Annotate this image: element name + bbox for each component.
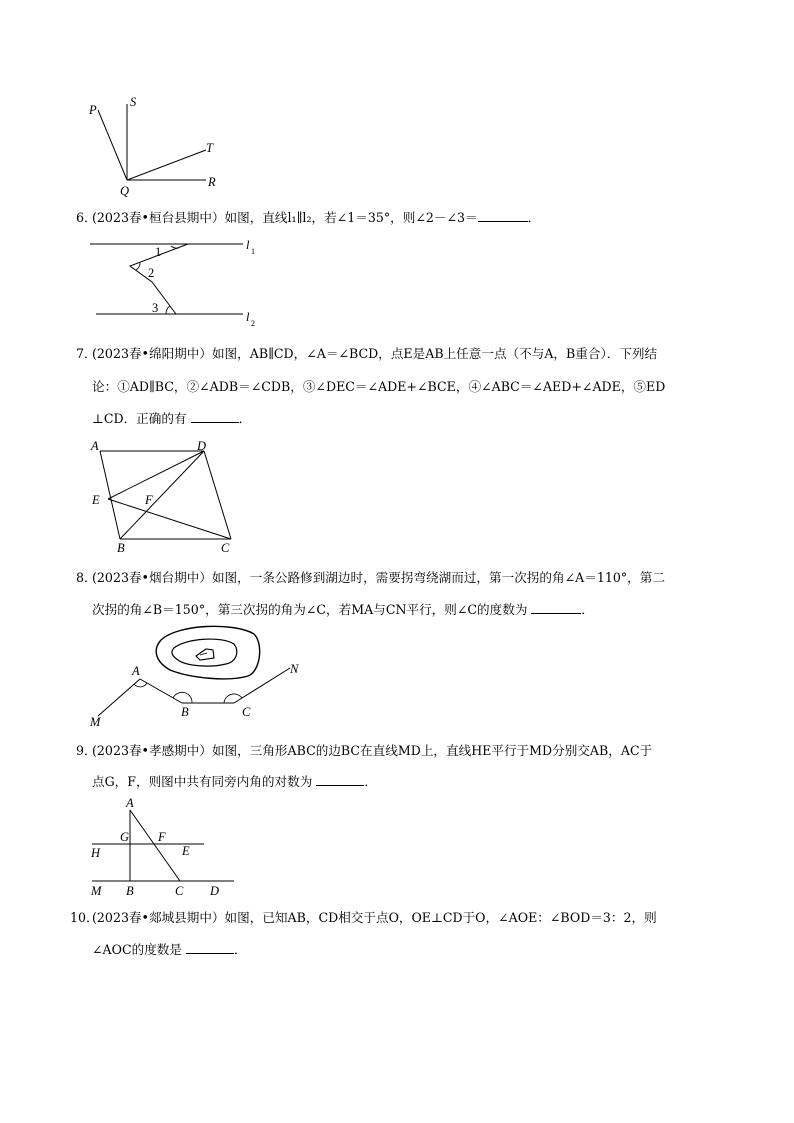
- label-angle-3: 3: [152, 301, 159, 315]
- problem-6-line-1: (2023春•桓台县期中）如图，直线l₁∥l₂，若∠1＝35°，则∠2－∠3＝ ．: [92, 210, 541, 225]
- label-A: A: [91, 439, 99, 453]
- figure-6: [88, 234, 268, 334]
- label-B: B: [126, 884, 134, 898]
- label-Q: Q: [120, 184, 130, 198]
- figure-8: [86, 622, 316, 732]
- label-C: C: [221, 541, 230, 555]
- problem-8-number: 8．: [76, 570, 97, 585]
- problem-8-line-1: (2023春•烟台期中）如图，一条公路修到湖边时，需要拐弯绕湖而过，第一次拐的角∠A＝110°，第二: [92, 570, 665, 585]
- answer-blank-8[interactable]: [531, 601, 581, 614]
- label-C: C: [242, 705, 251, 719]
- label-D: D: [197, 439, 207, 453]
- problem-9-line-1: (2023春•孝感期中）如图，三角形ABC的边BC在直线MD上，直线HE平行于MD分别交AB，AC于: [92, 743, 653, 758]
- answer-blank-10[interactable]: [186, 941, 234, 954]
- label-P: P: [89, 103, 97, 117]
- problem-7-line-1: (2023春•绵阳期中）如图，AB∥CD，∠A＝∠BCD，点E是AB上任意一点（不与A，B重合）．下列结: [92, 346, 658, 361]
- problem-9-line-2: 点G，F，则图中共有同旁内角的对数为 ．: [92, 774, 377, 789]
- label-D: D: [210, 884, 220, 898]
- label-N: N: [290, 662, 299, 676]
- label-F: F: [158, 830, 166, 844]
- label-l1: l: [246, 238, 250, 252]
- label-l2: l: [246, 310, 250, 324]
- figure-9: [86, 796, 246, 901]
- problem-8-line-2: 次拐的角∠B＝150°，第三次拐的角为∠C，若MA与CN平行，则∠C的度数为 ．: [92, 602, 595, 617]
- figure-7: [88, 436, 248, 558]
- label-M: M: [90, 715, 101, 729]
- answer-blank-9[interactable]: [316, 773, 364, 786]
- label-M: M: [91, 884, 102, 898]
- label-E: E: [92, 493, 100, 507]
- problem-7-line-3: ⊥CD．正确的有 ．: [92, 411, 252, 426]
- answer-blank-7[interactable]: [191, 410, 239, 423]
- label-S: S: [130, 95, 137, 109]
- figure-pqrst: [80, 92, 230, 202]
- label-l2-sub: 2: [251, 319, 255, 328]
- label-B: B: [117, 541, 125, 555]
- label-angle-1: 1: [155, 245, 162, 259]
- label-G: G: [120, 830, 130, 844]
- label-C: C: [175, 884, 184, 898]
- problem-9-number: 9．: [76, 743, 97, 758]
- problem-10-line-1: (2023春•郯城县期中）如图，已知AB，CD相交于点O，OE⊥CD于O，∠AOE：∠BOD＝3：2，则: [92, 910, 657, 925]
- problem-6-number: 6．: [76, 210, 97, 225]
- label-T: T: [206, 141, 213, 155]
- problem-10-number: 10．: [70, 910, 99, 925]
- problem-10-line-2: ∠AOC的度数是 ．: [92, 942, 247, 957]
- label-A: A: [126, 796, 134, 810]
- problem-7-line-2: 论：①AD∥BC，②∠ADB＝∠CDB，③∠DEC＝∠ADE+∠BCE，④∠ABC＝∠AED+∠ADE，⑤ED: [92, 379, 666, 394]
- answer-blank-6[interactable]: [478, 209, 528, 222]
- label-angle-2: 2: [148, 266, 155, 280]
- label-R: R: [208, 175, 216, 189]
- label-F: F: [145, 493, 153, 507]
- label-B: B: [181, 705, 189, 719]
- label-E: E: [182, 844, 190, 858]
- label-A: A: [132, 664, 140, 678]
- label-H: H: [91, 846, 101, 860]
- problem-7-number: 7．: [76, 346, 97, 361]
- label-l1-sub: 1: [251, 247, 255, 256]
